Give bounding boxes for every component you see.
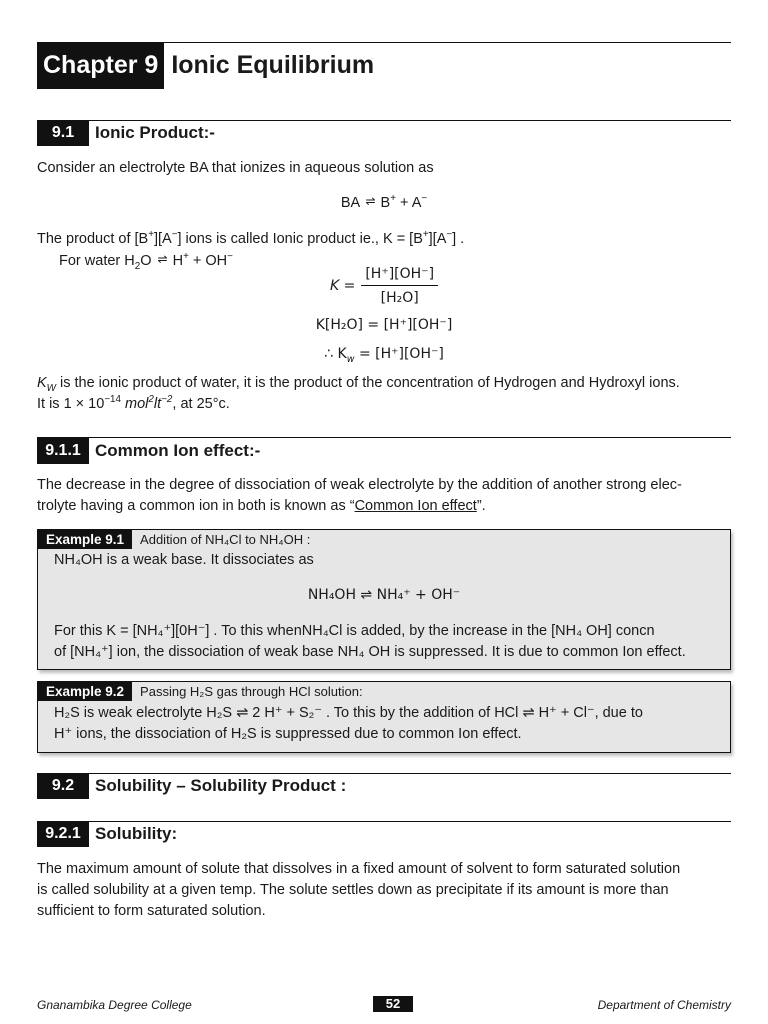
k-fraction-equation: K = $\frac{[H^+][OH^-]}{\text{[H₂O]}}$ [0, 266, 768, 306]
ionization-equation: BA ⇌ B+ + A− [340, 193, 428, 211]
example-label: Example 9.2 [38, 682, 132, 701]
section-number: 9.2.1 [37, 821, 89, 847]
section-heading-9-1-1 [37, 438, 260, 464]
chapter-label: Chapter 9 [37, 42, 164, 89]
k-water-equation: K[H₂O] = [H⁺][OH⁻] [315, 317, 453, 333]
example-text: For this K = [NH₄⁺][0H⁻] . To this whenNH₄Cl is added, by the increase in the [NH₄ OH] concn [54, 623, 655, 639]
water-equation: For water $H_2O$ ⇌ H+ + OH− [59, 251, 233, 272]
example-text: H₂S is weak electrolyte H₂S ⇌ 2 H⁺ + S₂⁻ . To this by the addition of HCl ⇌ H⁺ + Cl⁻, due to [54, 705, 643, 721]
example-header [38, 530, 310, 549]
k-numerator: [H⁺][OH⁻] [361, 266, 438, 286]
kw-equation: ∴ $K_w = [H^+][OH^-]$ [324, 346, 444, 365]
section-number: 9.1 [37, 120, 89, 146]
ionic-product-definition: The product of [B+][A−] ions is called Ionic product ie., K = [B+][A−] . [37, 229, 465, 247]
k-denominator: [H₂O] [380, 290, 419, 306]
example-caption: Passing H₂S gas through HCl solution: [140, 684, 363, 699]
example-label: Example 9.1 [38, 530, 132, 549]
section-heading-9-2-1 [37, 821, 177, 847]
example-9-2-box [37, 681, 731, 753]
section-title: Ionic Product:- [95, 123, 215, 142]
footer-college: Gnanambika Degree College [37, 998, 192, 1012]
section-title: Solubility – Solubility Product : [95, 776, 347, 795]
section-heading-9-2 [37, 773, 346, 799]
common-ion-definition-line-1: The decrease in the degree of dissociation of weak electrolyte by the addition of another strong elec- [37, 477, 682, 493]
kw-value: It is $1 \times 10^{-14}$ $mol^2lt^{-2}$, at 25°c. [37, 394, 230, 412]
section-number: 9.2 [37, 773, 89, 799]
example-equation: NH₄OH ⇌ NH₄⁺ + OH⁻ [307, 587, 461, 603]
section-number: 9.1.1 [37, 438, 89, 464]
solubility-definition-line-2: is called solubility at a given temp. The solute settles down as precipitate if its amount is more than [37, 882, 669, 898]
common-ion-term: Common Ion effect [354, 498, 477, 514]
example-text: NH₄OH is a weak base. It dissociates as [54, 552, 314, 568]
solubility-definition-line-3: sufficient to form saturated solution. [37, 903, 266, 919]
example-text: of [NH₄⁺] ion, the dissociation of weak base NH₄ OH is suppressed. It is due to common Ion effect. [54, 644, 686, 660]
solubility-definition-line-1: The maximum amount of solute that dissolves in a fixed amount of solvent to form saturated solution [37, 861, 681, 877]
section-title: Solubility: [95, 824, 178, 843]
page-number: 52 [373, 996, 413, 1012]
chapter-heading [37, 42, 374, 89]
example-caption: Addition of NH₄Cl to NH₄OH : [140, 532, 311, 547]
section-heading-9-1 [37, 120, 215, 146]
chapter-title: Ionic Equilibrium [171, 51, 375, 79]
example-header [38, 682, 363, 701]
common-ion-definition-line-2: trolyte having a common ion in both is known as “Common Ion effect”. [37, 498, 486, 514]
example-9-1-box [37, 529, 731, 670]
ionic-product-intro: Consider an electrolyte BA that ionizes in aqueous solution as [37, 160, 434, 176]
kw-description: $K_W$ is the ionic product of water, it is the product of the concentration of Hydrogen and Hydroxyl ions. [37, 375, 680, 394]
section-title: Common Ion effect:- [95, 441, 261, 460]
example-text: H⁺ ions, the dissociation of H₂S is suppressed due to common Ion effect. [54, 726, 522, 742]
footer-department: Department of Chemistry [597, 998, 731, 1012]
page-footer [37, 996, 731, 1014]
